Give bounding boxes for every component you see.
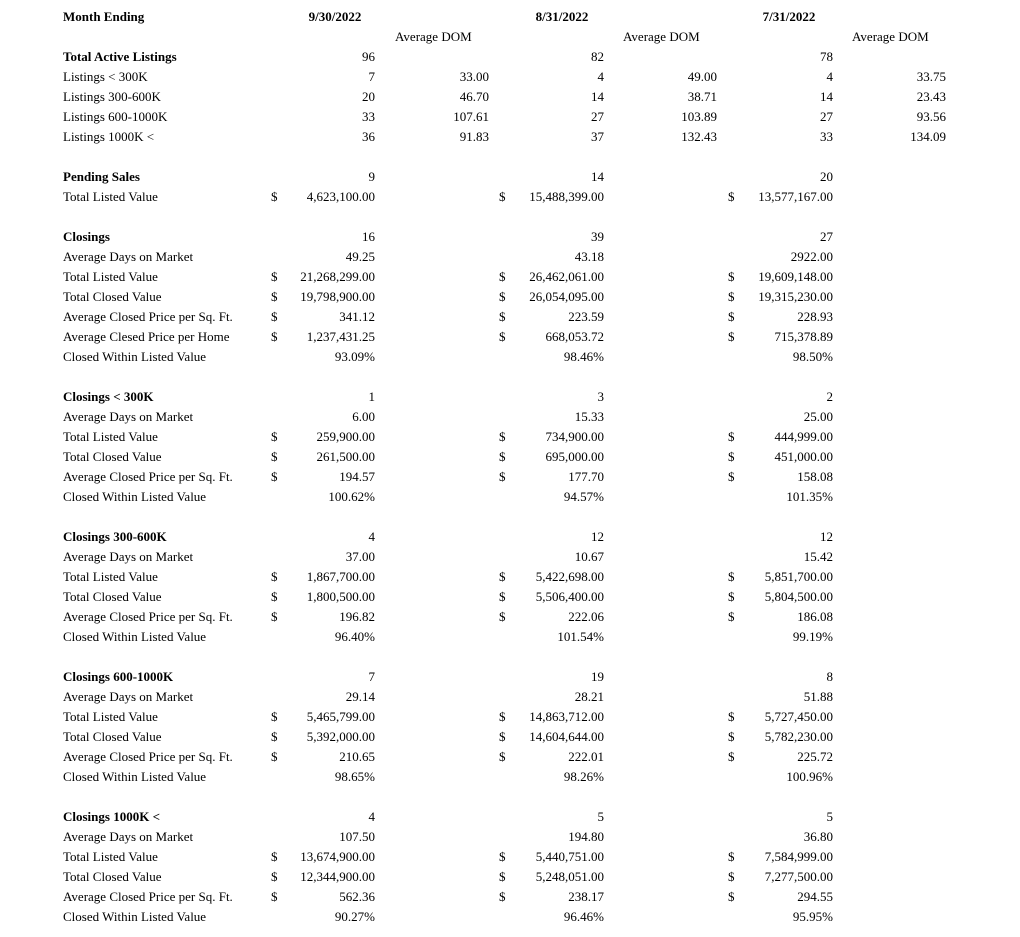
row-label: Average Days on Market xyxy=(63,689,194,704)
row-value: 158.08 xyxy=(797,469,833,484)
dollar-sign: $ xyxy=(499,289,506,304)
section-count: 8 xyxy=(826,669,833,684)
dollar-sign: $ xyxy=(271,329,278,344)
row-value: 101.54% xyxy=(557,629,604,644)
row-value: 37 xyxy=(591,129,604,144)
average-dom-value: 23.43 xyxy=(916,89,946,104)
section-count: 12 xyxy=(820,529,833,544)
row-label: Closed Within Listed Value xyxy=(63,489,207,504)
row-label: Total Closed Value xyxy=(63,589,162,604)
row-value: 4 xyxy=(597,69,604,84)
dollar-sign: $ xyxy=(271,309,278,324)
row-value: 36 xyxy=(362,129,375,144)
section-title: Closings xyxy=(63,229,110,244)
row-value: 33 xyxy=(362,109,375,124)
dollar-sign: $ xyxy=(728,309,735,324)
average-dom-header: Average DOM xyxy=(623,29,700,44)
row-value: 26,054,095.00 xyxy=(529,289,604,304)
row-label: Average Clesed Price per Home xyxy=(63,329,230,344)
row-value: 100.96% xyxy=(786,769,833,784)
row-value: 5,392,000.00 xyxy=(306,729,375,744)
section-count: 12 xyxy=(591,529,604,544)
dollar-sign: $ xyxy=(728,609,735,624)
row-value: 14,863,712.00 xyxy=(529,709,604,724)
section-count: 27 xyxy=(820,229,833,244)
row-value: 29.14 xyxy=(345,689,375,704)
dollar-sign: $ xyxy=(728,329,735,344)
section-count: 20 xyxy=(820,169,833,184)
row-value: 222.01 xyxy=(568,749,604,764)
row-value: 238.17 xyxy=(568,889,604,904)
section-count: 4 xyxy=(368,809,375,824)
row-value: 93.09% xyxy=(334,349,375,364)
row-label: Closed Within Listed Value xyxy=(63,909,207,924)
dollar-sign: $ xyxy=(499,589,506,604)
row-label: Average Days on Market xyxy=(63,829,194,844)
row-label: Average Days on Market xyxy=(63,249,194,264)
row-value: 194.80 xyxy=(568,829,604,844)
row-value: 444,999.00 xyxy=(774,429,833,444)
row-value: 15,488,399.00 xyxy=(529,189,604,204)
dollar-sign: $ xyxy=(271,429,278,444)
dollar-sign: $ xyxy=(499,609,506,624)
row-label: Average Closed Price per Sq. Ft. xyxy=(63,469,233,484)
dollar-sign: $ xyxy=(499,869,506,884)
dollar-sign: $ xyxy=(499,269,506,284)
row-value: 36.80 xyxy=(803,829,833,844)
section-title: Total Active Listings xyxy=(63,49,177,64)
row-value: 210.65 xyxy=(339,749,375,764)
row-label: Closed Within Listed Value xyxy=(63,349,207,364)
row-label: Listings 600-1000K xyxy=(63,109,168,124)
row-value: 37.00 xyxy=(345,549,375,564)
row-value: 15.33 xyxy=(574,409,604,424)
row-label: Average Days on Market xyxy=(63,549,194,564)
row-value: 7 xyxy=(368,69,375,84)
row-value: 28.21 xyxy=(574,689,604,704)
section-count: 3 xyxy=(597,389,604,404)
section-count: 16 xyxy=(362,229,375,244)
row-value: 734,900.00 xyxy=(545,429,604,444)
row-value: 14 xyxy=(820,89,833,104)
row-value: 5,422,698.00 xyxy=(535,569,604,584)
average-dom-value: 134.09 xyxy=(910,129,946,144)
row-label: Average Days on Market xyxy=(63,409,194,424)
average-dom-value: 107.61 xyxy=(453,109,489,124)
row-value: 14,604,644.00 xyxy=(529,729,604,744)
section-count: 4 xyxy=(368,529,375,544)
row-value: 107.50 xyxy=(339,829,375,844)
average-dom-value: 91.83 xyxy=(459,129,489,144)
dollar-sign: $ xyxy=(728,709,735,724)
row-value: 451,000.00 xyxy=(774,449,833,464)
row-value: 223.59 xyxy=(568,309,604,324)
row-value: 5,804,500.00 xyxy=(764,589,833,604)
dollar-sign: $ xyxy=(499,729,506,744)
row-value: 228.93 xyxy=(797,309,833,324)
row-value: 5,782,230.00 xyxy=(764,729,833,744)
row-label: Total Listed Value xyxy=(63,849,158,864)
dollar-sign: $ xyxy=(728,469,735,484)
section-count: 9 xyxy=(368,169,375,184)
row-label: Total Listed Value xyxy=(63,429,158,444)
dollar-sign: $ xyxy=(271,849,278,864)
average-dom-value: 103.89 xyxy=(681,109,717,124)
row-value: 222.06 xyxy=(568,609,604,624)
dollar-sign: $ xyxy=(728,849,735,864)
section-count: 78 xyxy=(820,49,833,64)
dollar-sign: $ xyxy=(499,469,506,484)
row-label: Total Listed Value xyxy=(63,569,158,584)
row-value: 562.36 xyxy=(339,889,375,904)
dollar-sign: $ xyxy=(271,889,278,904)
dollar-sign: $ xyxy=(728,289,735,304)
row-value: 5,465,799.00 xyxy=(306,709,375,724)
section-count: 14 xyxy=(591,169,604,184)
row-value: 96.40% xyxy=(334,629,375,644)
section-title: Closings 300-600K xyxy=(63,529,167,544)
row-value: 2922.00 xyxy=(790,249,833,264)
average-dom-header: Average DOM xyxy=(852,29,929,44)
dollar-sign: $ xyxy=(271,749,278,764)
dollar-sign: $ xyxy=(271,449,278,464)
row-label: Total Closed Value xyxy=(63,449,162,464)
row-value: 1,237,431.25 xyxy=(306,329,375,344)
dollar-sign: $ xyxy=(728,429,735,444)
row-value: 27 xyxy=(591,109,604,124)
row-value: 98.46% xyxy=(563,349,604,364)
dollar-sign: $ xyxy=(271,869,278,884)
row-value: 4,623,100.00 xyxy=(306,189,375,204)
row-value: 6.00 xyxy=(352,409,375,424)
section-title: Closings < 300K xyxy=(63,389,154,404)
row-label: Total Listed Value xyxy=(63,269,158,284)
dollar-sign: $ xyxy=(728,729,735,744)
row-value: 26,462,061.00 xyxy=(529,269,604,284)
row-value: 98.26% xyxy=(563,769,604,784)
row-value: 5,506,400.00 xyxy=(535,589,604,604)
row-label: Average Closed Price per Sq. Ft. xyxy=(63,609,233,624)
dollar-sign: $ xyxy=(728,889,735,904)
dollar-sign: $ xyxy=(728,449,735,464)
row-value: 695,000.00 xyxy=(545,449,604,464)
section-title: Pending Sales xyxy=(63,169,140,184)
row-value: 19,798,900.00 xyxy=(300,289,375,304)
row-label: Average Closed Price per Sq. Ft. xyxy=(63,889,233,904)
dollar-sign: $ xyxy=(499,449,506,464)
row-value: 15.42 xyxy=(803,549,833,564)
row-value: 13,674,900.00 xyxy=(300,849,375,864)
month-header: 8/31/2022 xyxy=(535,9,589,24)
row-value: 7,584,999.00 xyxy=(764,849,833,864)
row-label: Closed Within Listed Value xyxy=(63,629,207,644)
row-label: Listings 300-600K xyxy=(63,89,161,104)
section-count: 39 xyxy=(591,229,604,244)
dollar-sign: $ xyxy=(728,269,735,284)
dollar-sign: $ xyxy=(499,889,506,904)
row-label: Total Listed Value xyxy=(63,189,158,204)
dollar-sign: $ xyxy=(271,609,278,624)
row-value: 27 xyxy=(820,109,833,124)
section-count: 96 xyxy=(362,49,375,64)
section-title: Closings 600-1000K xyxy=(63,669,174,684)
dollar-sign: $ xyxy=(271,289,278,304)
average-dom-header: Average DOM xyxy=(395,29,472,44)
row-value: 49.25 xyxy=(345,249,375,264)
row-value: 1,867,700.00 xyxy=(306,569,375,584)
row-label: Average Closed Price per Sq. Ft. xyxy=(63,749,233,764)
average-dom-value: 49.00 xyxy=(687,69,717,84)
row-value: 177.70 xyxy=(568,469,604,484)
row-value: 194.57 xyxy=(339,469,375,484)
row-label: Total Closed Value xyxy=(63,869,162,884)
row-value: 19,315,230.00 xyxy=(758,289,833,304)
row-value: 20 xyxy=(362,89,375,104)
row-value: 101.35% xyxy=(786,489,833,504)
dollar-sign: $ xyxy=(728,189,735,204)
section-count: 2 xyxy=(826,389,833,404)
row-value: 99.19% xyxy=(792,629,833,644)
average-dom-value: 132.43 xyxy=(681,129,717,144)
row-value: 90.27% xyxy=(334,909,375,924)
row-label: Average Closed Price per Sq. Ft. xyxy=(63,309,233,324)
dollar-sign: $ xyxy=(499,849,506,864)
dollar-sign: $ xyxy=(499,189,506,204)
dollar-sign: $ xyxy=(728,749,735,764)
row-value: 98.50% xyxy=(792,349,833,364)
row-value: 19,609,148.00 xyxy=(758,269,833,284)
row-value: 96.46% xyxy=(563,909,604,924)
average-dom-value: 46.70 xyxy=(459,89,489,104)
row-value: 21,268,299.00 xyxy=(300,269,375,284)
row-value: 14 xyxy=(591,89,604,104)
average-dom-value: 33.00 xyxy=(459,69,489,84)
dollar-sign: $ xyxy=(271,569,278,584)
row-value: 186.08 xyxy=(797,609,833,624)
section-count: 5 xyxy=(597,809,604,824)
row-label: Total Closed Value xyxy=(63,289,162,304)
row-label: Total Listed Value xyxy=(63,709,158,724)
dollar-sign: $ xyxy=(271,189,278,204)
row-value: 25.00 xyxy=(803,409,833,424)
row-value: 95.95% xyxy=(792,909,833,924)
dollar-sign: $ xyxy=(499,309,506,324)
row-value: 5,248,051.00 xyxy=(535,869,604,884)
row-label: Listings < 300K xyxy=(63,69,148,84)
row-value: 51.88 xyxy=(803,689,833,704)
month-header: 7/31/2022 xyxy=(762,9,816,24)
row-value: 341.12 xyxy=(339,309,375,324)
dollar-sign: $ xyxy=(499,329,506,344)
row-value: 5,727,450.00 xyxy=(764,709,833,724)
row-value: 294.55 xyxy=(797,889,833,904)
dollar-sign: $ xyxy=(271,469,278,484)
row-value: 7,277,500.00 xyxy=(764,869,833,884)
dollar-sign: $ xyxy=(271,729,278,744)
row-value: 261,500.00 xyxy=(316,449,375,464)
row-value: 98.65% xyxy=(334,769,375,784)
row-value: 13,577,167.00 xyxy=(758,189,833,204)
dollar-sign: $ xyxy=(271,709,278,724)
dollar-sign: $ xyxy=(728,589,735,604)
row-value: 94.57% xyxy=(563,489,604,504)
row-label: Total Closed Value xyxy=(63,729,162,744)
row-value: 10.67 xyxy=(574,549,604,564)
dollar-sign: $ xyxy=(499,569,506,584)
section-count: 5 xyxy=(826,809,833,824)
dollar-sign: $ xyxy=(728,869,735,884)
row-value: 43.18 xyxy=(574,249,604,264)
row-value: 100.62% xyxy=(328,489,375,504)
row-value: 5,851,700.00 xyxy=(764,569,833,584)
average-dom-value: 38.71 xyxy=(687,89,717,104)
row-value: 715,378.89 xyxy=(774,329,833,344)
row-value: 259,900.00 xyxy=(316,429,375,444)
row-value: 668,053.72 xyxy=(545,329,604,344)
row-label: Closed Within Listed Value xyxy=(63,769,207,784)
row-value: 196.82 xyxy=(339,609,375,624)
section-title: Closings 1000K < xyxy=(63,809,160,824)
row-value: 1,800,500.00 xyxy=(306,589,375,604)
row-label: Listings 1000K < xyxy=(63,129,155,144)
average-dom-value: 93.56 xyxy=(916,109,946,124)
dollar-sign: $ xyxy=(499,429,506,444)
section-count: 7 xyxy=(368,669,375,684)
row-value: 33 xyxy=(820,129,833,144)
section-count: 82 xyxy=(591,49,604,64)
month-header: 9/30/2022 xyxy=(308,9,362,24)
row-value: 5,440,751.00 xyxy=(535,849,604,864)
month-ending-label: Month Ending xyxy=(63,9,145,24)
row-value: 4 xyxy=(826,69,833,84)
average-dom-value: 33.75 xyxy=(916,69,946,84)
dollar-sign: $ xyxy=(271,589,278,604)
dollar-sign: $ xyxy=(728,569,735,584)
section-count: 1 xyxy=(368,389,375,404)
dollar-sign: $ xyxy=(499,749,506,764)
dollar-sign: $ xyxy=(271,269,278,284)
row-value: 225.72 xyxy=(797,749,833,764)
row-value: 12,344,900.00 xyxy=(300,869,375,884)
dollar-sign: $ xyxy=(499,709,506,724)
section-count: 19 xyxy=(591,669,604,684)
